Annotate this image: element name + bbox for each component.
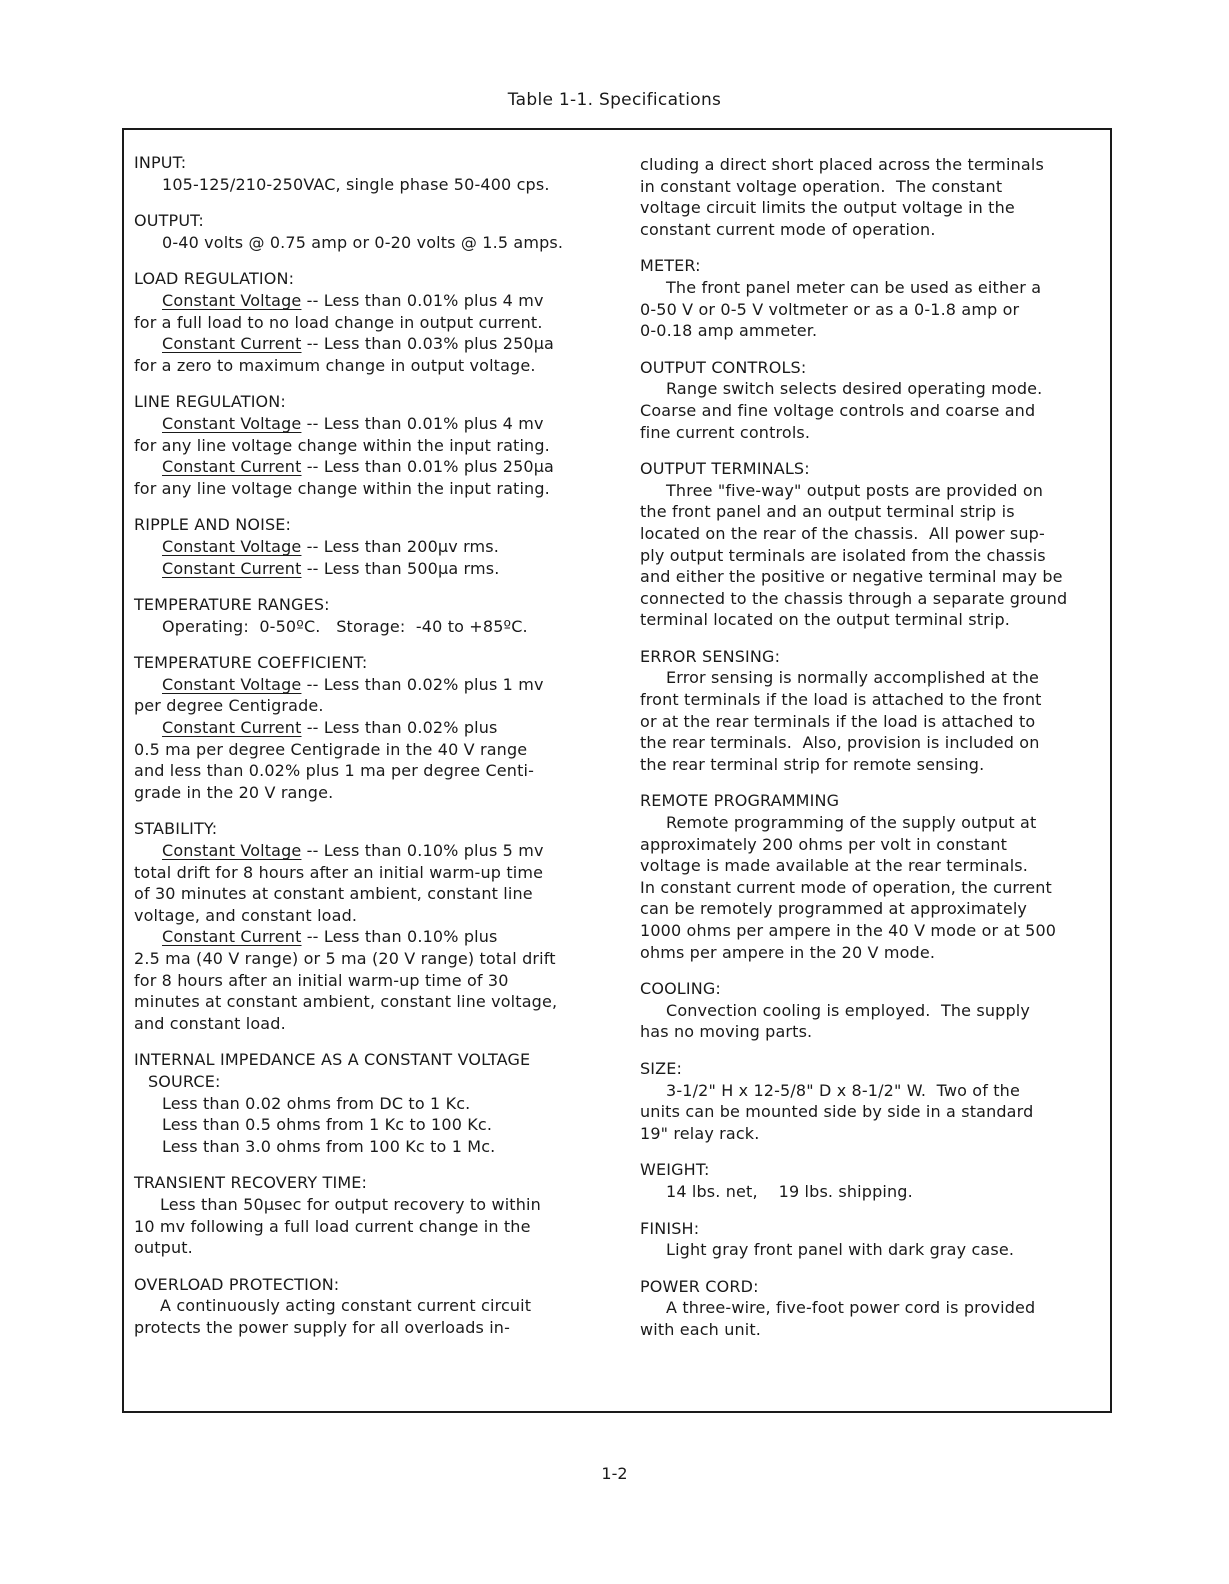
spec-text: A three-wire, five-foot power cord is provided — [666, 1298, 1036, 1318]
spec-text: and constant load. — [134, 1013, 286, 1033]
cc-line — [134, 456, 614, 478]
spec-text: minutes at constant ambient, constant line voltage, — [134, 992, 558, 1012]
cc-label: Constant Current — [162, 718, 302, 738]
cv-line — [134, 290, 614, 312]
section-transient-recovery — [134, 1172, 614, 1258]
spec-text: for a zero to maximum change in output voltage. — [134, 355, 536, 375]
spec-text: for 8 hours after an initial warm-up time of 30 — [134, 970, 509, 990]
cv-text: -- Less than 0.10% plus 5 mv — [301, 841, 544, 861]
section-heading: OVERLOAD PROTECTION: — [134, 1274, 340, 1294]
spec-text: for any line voltage change within the input rating. — [134, 435, 550, 455]
cv-line — [134, 413, 614, 435]
spec-text: Less than 3.0 ohms from 100 Kc to 1 Mc. — [162, 1136, 496, 1156]
cc-label: Constant Current — [162, 457, 302, 477]
spec-text: located on the rear of the chassis. All power sup- — [640, 523, 1045, 543]
spec-text: Operating: 0-50ºC. Storage: -40 to +85ºC. — [162, 616, 528, 636]
spec-text: terminal located on the output terminal strip. — [640, 610, 1011, 630]
cc-line — [134, 717, 614, 739]
section-cooling — [640, 978, 1106, 1043]
spec-text: the rear terminals. Also, provision is included on — [640, 733, 1040, 753]
spec-text: 3-1/2" H x 12-5/8" D x 8-1/2" W. Two of the — [666, 1080, 1020, 1100]
spec-text: and less than 0.02% plus 1 ma per degree Centi- — [134, 761, 535, 781]
spec-text: ohms per ampere in the 20 V mode. — [640, 942, 936, 962]
section-heading: METER: — [640, 256, 701, 276]
section-heading: LOAD REGULATION: — [134, 269, 295, 289]
spec-text: Less than 0.02 ohms from DC to 1 Kc. — [162, 1093, 471, 1113]
spec-text: cluding a direct short placed across the terminals — [640, 155, 1044, 174]
section-load-regulation — [134, 268, 614, 376]
section-heading: FINISH: — [640, 1218, 700, 1238]
section-error-sensing — [640, 646, 1106, 776]
section-heading: OUTPUT TERMINALS: — [640, 459, 810, 479]
cc-text: -- Less than 0.01% plus 250µa — [301, 457, 555, 477]
spec-text: In constant current mode of operation, the current — [640, 877, 1052, 897]
cv-label: Constant Voltage — [162, 290, 302, 310]
section-heading: TRANSIENT RECOVERY TIME: — [134, 1173, 368, 1193]
spec-text: ply output terminals are isolated from the chassis — [640, 545, 1046, 565]
spec-text: and either the positive or negative terminal may be — [640, 567, 1063, 587]
spec-text: with each unit. — [640, 1319, 762, 1339]
spec-text: per degree Centigrade. — [134, 696, 324, 716]
section-heading: REMOTE PROGRAMMING — [640, 791, 840, 811]
section-size — [640, 1058, 1106, 1144]
cv-line — [134, 840, 614, 862]
section-heading: OUTPUT CONTROLS: — [640, 357, 807, 377]
section-input — [134, 152, 614, 195]
spec-text: front terminals if the load is attached to the front — [640, 690, 1042, 710]
cc-text: -- Less than 0.03% plus 250µa — [301, 334, 555, 354]
cc-line — [134, 558, 614, 580]
spec-text: grade in the 20 V range. — [134, 782, 334, 802]
section-heading: WEIGHT: — [640, 1160, 710, 1180]
section-weight — [640, 1159, 1106, 1202]
spec-text: or at the rear terminals if the load is attached to — [640, 711, 1036, 731]
spec-text: Coarse and fine voltage controls and coarse and — [640, 400, 1036, 420]
section-heading: STABILITY: — [134, 819, 218, 839]
section-remote-programming — [640, 790, 1106, 963]
spec-text: 0-40 volts @ 0.75 amp or 0-20 volts @ 1.5 amps. — [162, 232, 564, 252]
right-column — [640, 154, 1106, 1356]
section-output-controls — [640, 357, 1106, 443]
spec-text: Less than 0.5 ohms from 1 Kc to 100 Kc. — [162, 1115, 493, 1135]
section-meter — [640, 255, 1106, 341]
spec-text: has no moving parts. — [640, 1022, 813, 1042]
section-heading: POWER CORD: — [640, 1276, 759, 1296]
section-heading: OUTPUT: — [134, 211, 204, 231]
spec-text: The front panel meter can be used as either a — [666, 277, 1042, 297]
section-heading: LINE REGULATION: — [134, 392, 286, 412]
spec-text: connected to the chassis through a separate ground — [640, 588, 1068, 608]
section-temperature-coefficient — [134, 652, 614, 803]
section-heading: COOLING: — [640, 979, 721, 999]
spec-text: 1000 ohms per ampere in the 40 V mode or at 500 — [640, 921, 1057, 940]
cv-label: Constant Voltage — [162, 536, 302, 556]
specifications-frame — [122, 128, 1112, 1413]
spec-text: for a full load to no load change in output current. — [134, 312, 543, 332]
spec-text: Remote programming of the supply output at — [666, 813, 1037, 833]
spec-text: can be remotely programmed at approximately — [640, 899, 1028, 919]
cv-line — [134, 674, 614, 696]
table-title: Table 1-1. Specifications — [507, 90, 722, 110]
cc-line — [134, 333, 614, 355]
spec-text: units can be mounted side by side in a standard — [640, 1102, 1034, 1122]
spec-text: 0.5 ma per degree Centigrade in the 40 V range — [134, 739, 528, 759]
spec-text: for any line voltage change within the input rating. — [134, 478, 550, 498]
spec-text: in constant voltage operation. The constant — [640, 176, 1003, 196]
cc-label: Constant Current — [162, 558, 302, 578]
section-heading: TEMPERATURE RANGES: — [134, 595, 330, 615]
cv-label: Constant Voltage — [162, 674, 302, 694]
spec-text: A continuously acting constant current circuit — [160, 1296, 532, 1316]
section-heading: TEMPERATURE COEFFICIENT: — [134, 653, 368, 673]
left-column — [134, 152, 614, 1354]
spec-text: of 30 minutes at constant ambient, constant line — [134, 884, 533, 904]
cv-text: -- Less than 200µv rms. — [301, 536, 500, 556]
spec-text: voltage, and constant load. — [134, 905, 358, 925]
section-power-cord — [640, 1276, 1106, 1341]
spec-text: 14 lbs. net, 19 lbs. shipping. — [666, 1181, 913, 1201]
spec-text: protects the power supply for all overloads in- — [134, 1317, 511, 1337]
spec-text: 0-0.18 amp ammeter. — [640, 321, 818, 341]
section-temperature-ranges — [134, 594, 614, 637]
spec-text: total drift for 8 hours after an initial warm-up time — [134, 862, 544, 882]
spec-text: voltage is made available at the rear terminals. — [640, 856, 1029, 876]
spec-text: Range switch selects desired operating mode. — [666, 379, 1043, 399]
spec-text: Less than 50µsec for output recovery to within — [160, 1194, 541, 1214]
section-heading-continued: SOURCE: — [148, 1071, 221, 1091]
cv-line — [134, 536, 614, 558]
section-finish — [640, 1218, 1106, 1261]
spec-text: constant current mode of operation. — [640, 219, 936, 239]
spec-text: the front panel and an output terminal strip is — [640, 502, 1015, 522]
spec-text: the rear terminal strip for remote sensing. — [640, 754, 985, 774]
section-heading: INTERNAL IMPEDANCE AS A CONSTANT VOLTAGE — [134, 1050, 531, 1070]
section-output-terminals — [640, 458, 1106, 631]
section-heading: RIPPLE AND NOISE: — [134, 515, 292, 535]
spec-text: 10 mv following a full load current change in the — [134, 1216, 531, 1236]
cc-label: Constant Current — [162, 927, 302, 947]
spec-text: 2.5 ma (40 V range) or 5 ma (20 V range) total drift — [134, 949, 556, 968]
cc-line — [134, 926, 614, 948]
spec-text: Three "five-way" output posts are provided on — [666, 480, 1044, 500]
section-overload-continued — [640, 154, 1106, 240]
section-overload-protection — [134, 1274, 614, 1339]
spec-text: Convection cooling is employed. The supply — [666, 1000, 1031, 1020]
spec-text: output. — [134, 1238, 193, 1258]
section-line-regulation — [134, 391, 614, 499]
cc-text: -- Less than 500µa rms. — [301, 558, 500, 578]
spec-text: 105-125/210-250VAC, single phase 50-400 cps. — [162, 174, 550, 194]
cv-text: -- Less than 0.02% plus 1 mv — [301, 674, 544, 694]
section-heading: SIZE: — [640, 1058, 683, 1078]
spec-text: approximately 200 ohms per volt in constant — [640, 834, 1008, 854]
section-heading: INPUT: — [134, 153, 187, 172]
page-number: 1-2 — [601, 1464, 628, 1483]
spec-text: Error sensing is normally accomplished at the — [666, 668, 1040, 688]
spec-text: voltage circuit limits the output voltage in the — [640, 198, 1015, 218]
cc-label: Constant Current — [162, 334, 302, 354]
section-output — [134, 210, 614, 253]
section-stability — [134, 818, 614, 1034]
cv-label: Constant Voltage — [162, 413, 302, 433]
cc-text: -- Less than 0.10% plus — [301, 927, 498, 947]
section-internal-impedance — [134, 1049, 614, 1157]
spec-text: 0-50 V or 0-5 V voltmeter or as a 0-1.8 amp or — [640, 299, 1020, 319]
spec-text: Light gray front panel with dark gray case. — [666, 1240, 1015, 1260]
cv-text: -- Less than 0.01% plus 4 mv — [301, 413, 544, 433]
section-ripple-noise — [134, 514, 614, 579]
cv-text: -- Less than 0.01% plus 4 mv — [301, 290, 544, 310]
cc-text: -- Less than 0.02% plus — [301, 718, 498, 738]
cv-label: Constant Voltage — [162, 841, 302, 861]
spec-text: fine current controls. — [640, 422, 811, 442]
section-heading: ERROR SENSING: — [640, 646, 781, 666]
spec-text: 19" relay rack. — [640, 1123, 760, 1143]
